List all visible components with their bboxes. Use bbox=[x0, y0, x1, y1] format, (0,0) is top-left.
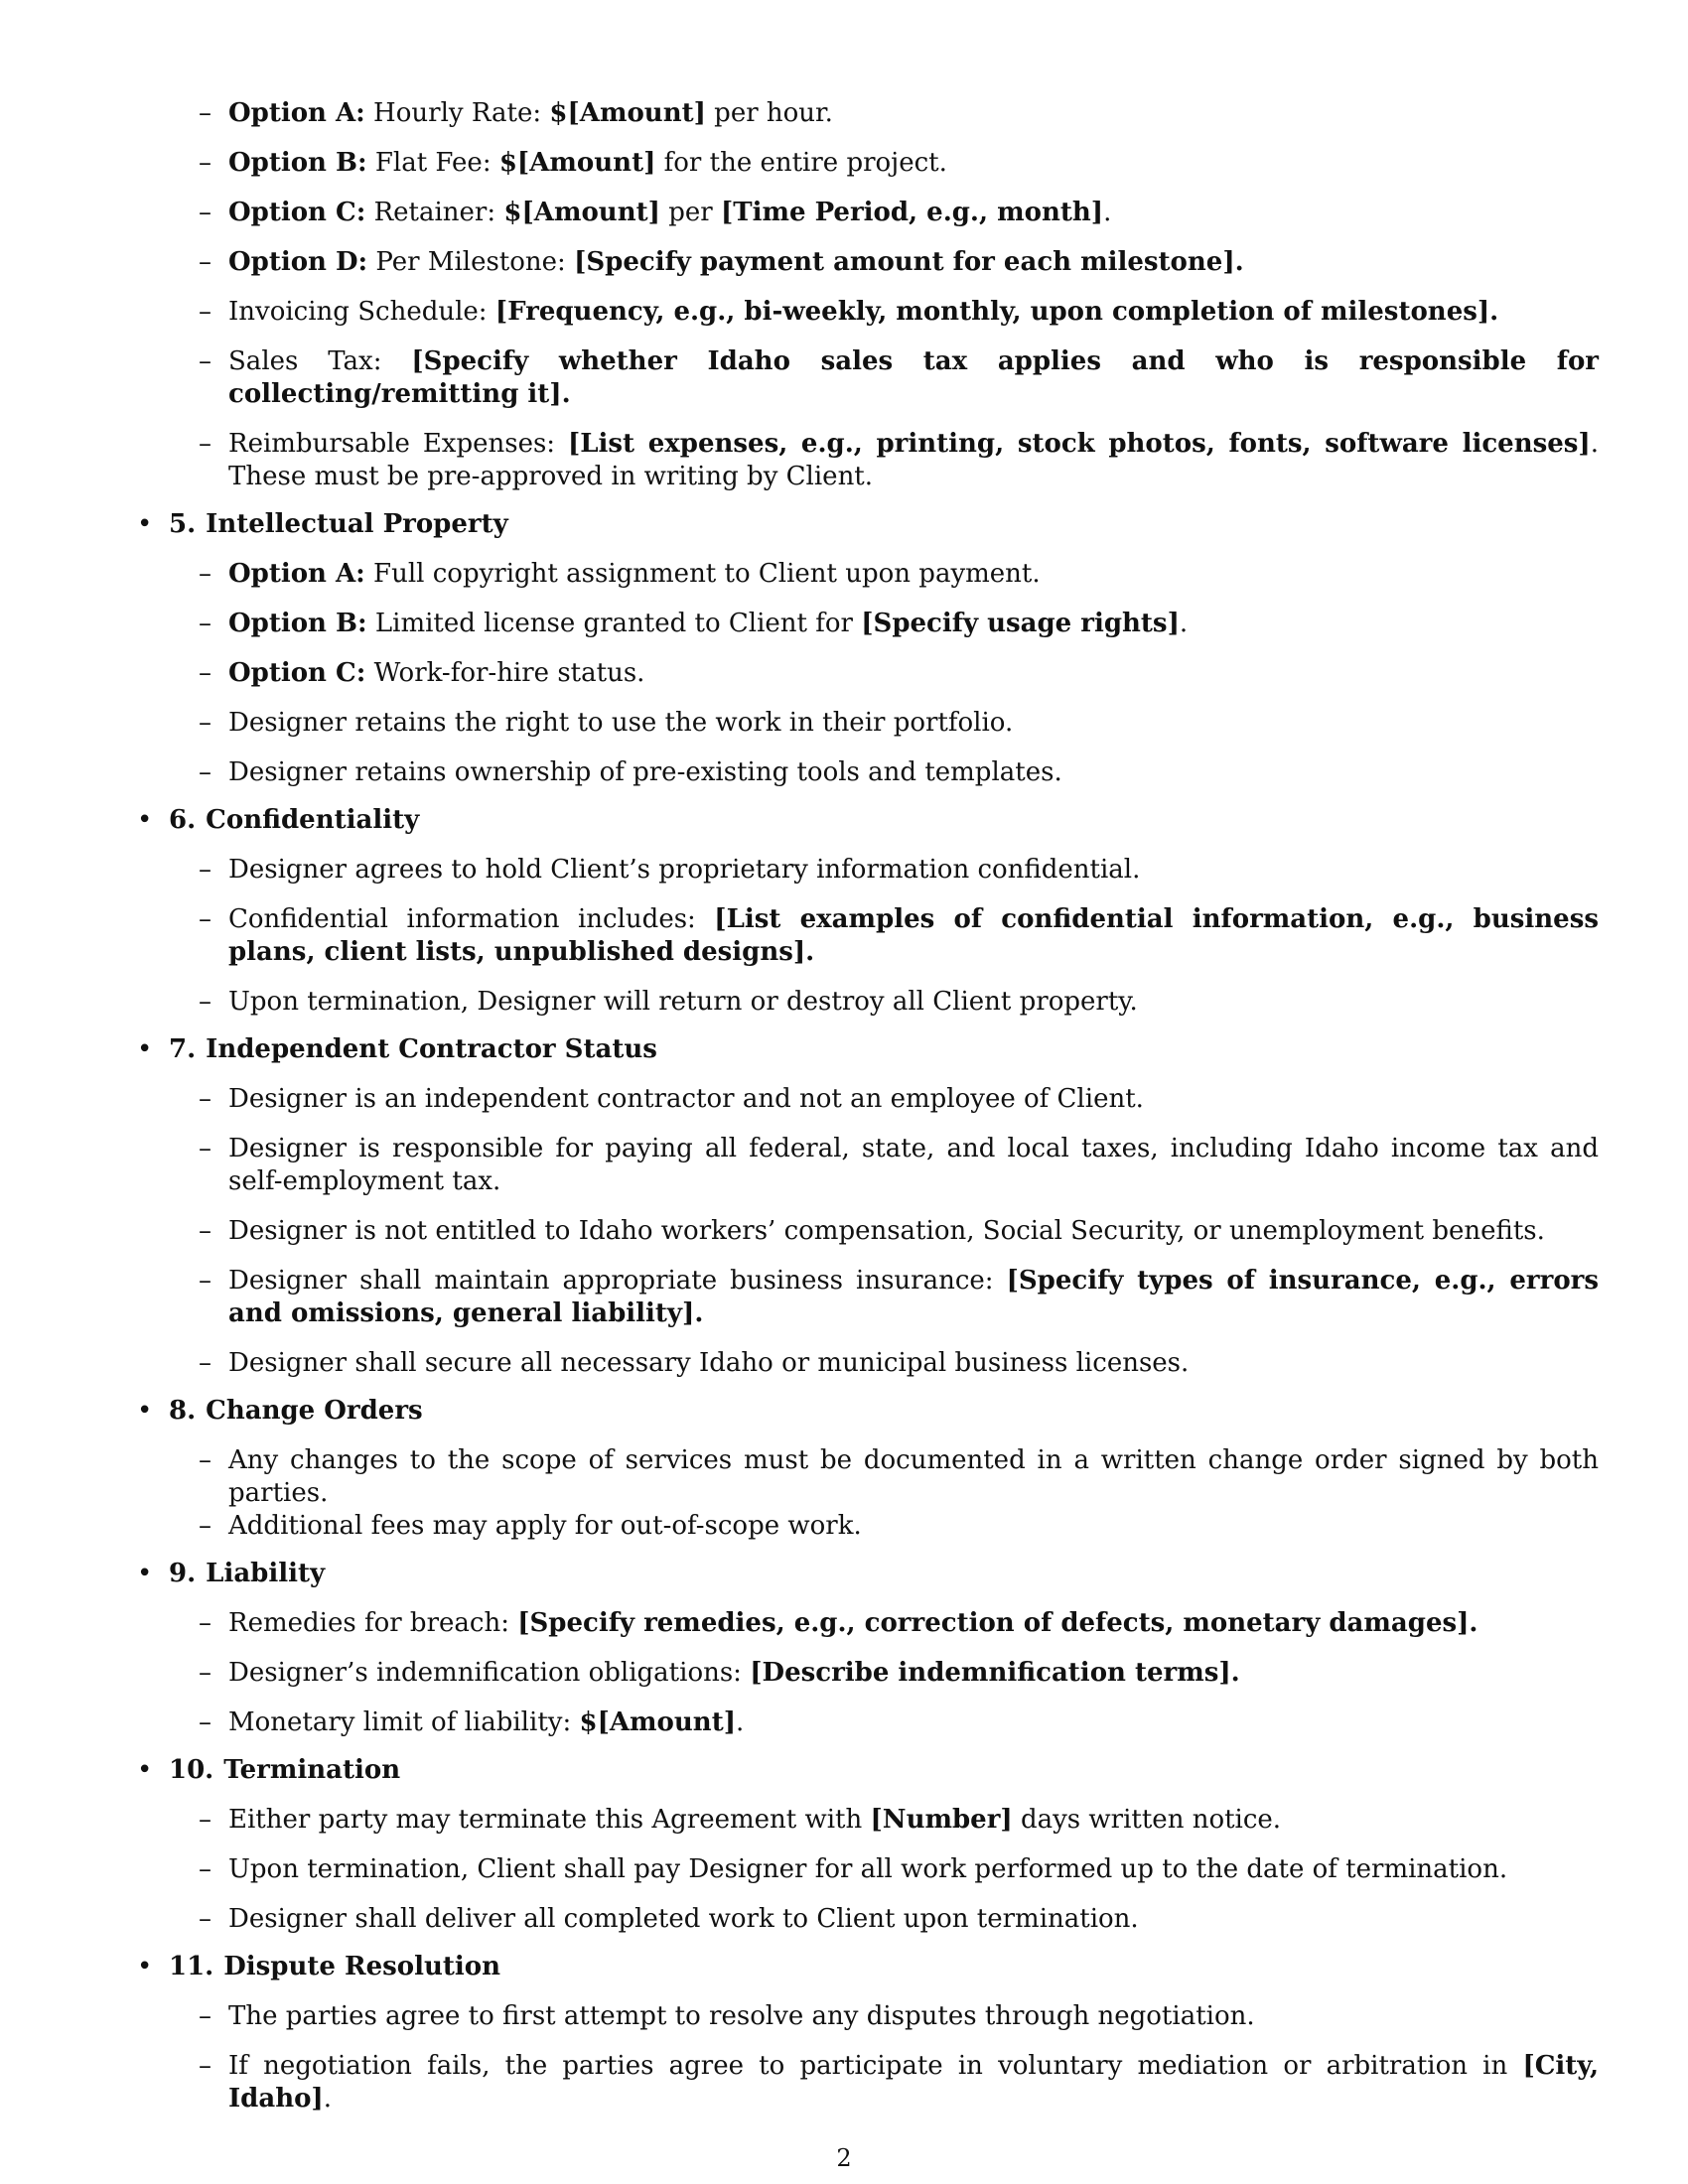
clause-emphasis: [Number] bbox=[870, 1805, 1013, 1835]
clause-emphasis: [Frequency, e.g., bi-weekly, monthly, upon completion of milestones]. bbox=[494, 297, 1499, 327]
clause-text: Sales Tax: bbox=[228, 346, 412, 376]
clause-text: per hour. bbox=[705, 98, 833, 128]
section-title: Confidentiality bbox=[206, 805, 420, 835]
clause-text: . bbox=[736, 1707, 745, 1737]
section-number: 9. bbox=[169, 1559, 197, 1588]
clause-item bbox=[169, 2000, 1599, 2033]
clause-text: Monetary limit of liability: bbox=[228, 1707, 580, 1737]
section-number: 10. bbox=[169, 1755, 214, 1785]
clause-emphasis: [City, Idaho] bbox=[228, 2051, 1599, 2114]
agreement-body bbox=[129, 97, 1599, 2116]
clause-item bbox=[169, 608, 1599, 640]
clause-item bbox=[169, 1215, 1599, 1248]
section-heading bbox=[169, 1558, 1599, 1590]
clause-text: Upon termination, Designer will return or destroy all Client property. bbox=[228, 987, 1138, 1017]
clause-text: The parties agree to first attempt to resolve any disputes through negotiation. bbox=[228, 2001, 1255, 2031]
clause-emphasis: [List examples of confidential information, e.g., business plans, client lists, unpublished designs]. bbox=[228, 904, 1599, 967]
clause-item bbox=[169, 428, 1599, 493]
clause-emphasis: $[Amount] bbox=[503, 198, 660, 227]
clause-text: Designer agrees to hold Client’s proprietary information confidential. bbox=[228, 855, 1141, 885]
clause-item bbox=[169, 1444, 1599, 1510]
section-title: Intellectual Property bbox=[206, 509, 508, 539]
clause-text: Invoicing Schedule: bbox=[228, 297, 495, 327]
section bbox=[129, 1558, 1599, 1739]
clause-item bbox=[169, 558, 1599, 591]
clause-item bbox=[169, 2050, 1599, 2116]
clause-text: Retainer: bbox=[365, 198, 504, 227]
clause-text: for the entire project. bbox=[655, 148, 947, 178]
section-title: Change Orders bbox=[206, 1396, 423, 1426]
clause-emphasis: [Specify types of insurance, e.g., errors and omissions, general liability]. bbox=[228, 1266, 1600, 1328]
clause-item bbox=[169, 1903, 1599, 1936]
section bbox=[129, 1033, 1599, 1380]
clause-text: Designer retains the right to use the work in their portfolio. bbox=[228, 708, 1014, 738]
clause-emphasis: [Specify whether Idaho sales tax applies and who is responsible for collecting/remitting it]. bbox=[228, 346, 1600, 409]
clause-item bbox=[169, 1853, 1599, 1886]
clause-item bbox=[169, 986, 1599, 1019]
clause-item bbox=[169, 756, 1599, 789]
section bbox=[129, 1754, 1599, 1936]
clause-list bbox=[169, 1607, 1599, 1739]
clause-text: Limited license granted to Client for bbox=[366, 609, 862, 638]
clause-text: Designer retains ownership of pre-existing tools and templates. bbox=[228, 757, 1062, 787]
clause-text: If negotiation fails, the parties agree to participate in voluntary mediation or arbitration in bbox=[228, 2051, 1523, 2081]
clause-emphasis: $[Amount] bbox=[549, 98, 706, 128]
clause-emphasis: [Specify payment amount for each milestone]. bbox=[574, 247, 1244, 277]
section-number: 11. bbox=[169, 1952, 214, 1981]
clause-text: Designer is responsible for paying all federal, state, and local taxes, including Idaho income tax and self-employment tax. bbox=[228, 1134, 1599, 1196]
clause-list bbox=[169, 97, 1599, 493]
clause-text: Confidential information includes: bbox=[228, 904, 715, 934]
clause-text: days written notice. bbox=[1012, 1805, 1282, 1835]
clause-text: Reimbursable Expenses: bbox=[228, 429, 568, 459]
section-title: Termination bbox=[223, 1755, 401, 1785]
clause-item bbox=[169, 345, 1599, 411]
clause-emphasis: [List expenses, e.g., printing, stock photos, fonts, software licenses] bbox=[567, 429, 1591, 459]
section bbox=[129, 1395, 1599, 1543]
clause-item bbox=[169, 1706, 1599, 1739]
section-title: Dispute Resolution bbox=[223, 1952, 501, 1981]
clause-list bbox=[169, 1083, 1599, 1380]
clause-emphasis: Option B: bbox=[228, 148, 367, 178]
section-heading bbox=[169, 1951, 1599, 1983]
section-list bbox=[129, 97, 1599, 2116]
section bbox=[129, 97, 1599, 493]
clause-item bbox=[169, 1347, 1599, 1380]
clause-item bbox=[169, 854, 1599, 887]
clause-emphasis: [Describe indemnification terms]. bbox=[750, 1658, 1240, 1688]
section-title: Liability bbox=[206, 1559, 326, 1588]
clause-text: Designer shall maintain appropriate business insurance: bbox=[228, 1266, 1007, 1296]
clause-text: Work-for-hire status. bbox=[365, 658, 645, 688]
section-heading bbox=[169, 508, 1599, 541]
clause-emphasis: [Specify remedies, e.g., correction of defects, monetary damages]. bbox=[517, 1608, 1478, 1638]
clause-item bbox=[169, 707, 1599, 740]
section-heading bbox=[169, 1754, 1599, 1787]
clause-text: Additional fees may apply for out-of-scope work. bbox=[228, 1511, 862, 1541]
clause-text: Upon termination, Client shall pay Designer for all work performed up to the date of termination. bbox=[228, 1854, 1508, 1884]
clause-emphasis: [Specify usage rights] bbox=[861, 609, 1180, 638]
clause-text: . bbox=[1103, 198, 1112, 227]
clause-emphasis: Option C: bbox=[228, 198, 366, 227]
section-number: 8. bbox=[169, 1396, 197, 1426]
clause-text: Per Milestone: bbox=[367, 247, 575, 277]
clause-emphasis: Option C: bbox=[228, 658, 366, 688]
section-number: 6. bbox=[169, 805, 197, 835]
clause-list bbox=[169, 854, 1599, 1019]
section bbox=[129, 1951, 1599, 2116]
clause-item bbox=[169, 1607, 1599, 1640]
clause-item bbox=[169, 197, 1599, 229]
clause-text: Hourly Rate: bbox=[364, 98, 550, 128]
clause-item bbox=[169, 657, 1599, 690]
clause-item bbox=[169, 903, 1599, 969]
clause-text: Designer’s indemnification obligations: bbox=[228, 1658, 751, 1688]
clause-item bbox=[169, 296, 1599, 329]
page-number: 2 bbox=[836, 2144, 852, 2172]
clause-emphasis: Option D: bbox=[228, 247, 368, 277]
clause-emphasis: $[Amount] bbox=[498, 148, 656, 178]
clause-text: Flat Fee: bbox=[366, 148, 499, 178]
section bbox=[129, 508, 1599, 789]
clause-item bbox=[169, 1083, 1599, 1116]
clause-emphasis: $[Amount] bbox=[579, 1707, 737, 1737]
clause-text: . bbox=[1179, 609, 1189, 638]
clause-list bbox=[169, 2000, 1599, 2116]
section-heading bbox=[169, 1033, 1599, 1066]
section-heading bbox=[169, 804, 1599, 837]
clause-text: . bbox=[323, 2084, 333, 2114]
clause-item bbox=[169, 1657, 1599, 1690]
clause-text: Designer is not entitled to Idaho workers’ compensation, Social Security, or unemployment benefits. bbox=[228, 1216, 1545, 1246]
clause-text: Any changes to the scope of services must be documented in a written change order signed by both parties. bbox=[228, 1445, 1599, 1508]
clause-emphasis: Option B: bbox=[228, 609, 367, 638]
clause-list bbox=[169, 558, 1599, 789]
clause-item bbox=[169, 1133, 1599, 1198]
section-number: 7. bbox=[169, 1034, 197, 1064]
section-number: 5. bbox=[169, 509, 197, 539]
clause-text: Designer is an independent contractor and not an employee of Client. bbox=[228, 1084, 1144, 1114]
clause-text: . These must be pre-approved in writing by Client. bbox=[228, 429, 1599, 491]
clause-item bbox=[169, 147, 1599, 180]
clause-text: Either party may terminate this Agreement with bbox=[228, 1805, 871, 1835]
clause-text: Designer shall deliver all completed work to Client upon termination. bbox=[228, 1904, 1139, 1934]
clause-list bbox=[169, 1804, 1599, 1936]
section bbox=[129, 804, 1599, 1019]
clause-text: Designer shall secure all necessary Idaho or municipal business licenses. bbox=[228, 1348, 1190, 1378]
clause-list bbox=[169, 1444, 1599, 1543]
clause-text: Remedies for breach: bbox=[228, 1608, 518, 1638]
clause-item bbox=[169, 1804, 1599, 1837]
clause-text: per bbox=[659, 198, 721, 227]
clause-item bbox=[169, 1510, 1599, 1543]
clause-emphasis: Option A: bbox=[228, 559, 365, 589]
clause-item bbox=[169, 97, 1599, 130]
clause-emphasis: Option A: bbox=[228, 98, 365, 128]
section-heading bbox=[169, 1395, 1599, 1428]
clause-emphasis: [Time Period, e.g., month] bbox=[720, 198, 1104, 227]
clause-text: Full copyright assignment to Client upon payment. bbox=[364, 559, 1041, 589]
section-title: Independent Contractor Status bbox=[206, 1034, 657, 1064]
clause-item bbox=[169, 1265, 1599, 1330]
clause-item bbox=[169, 246, 1599, 279]
